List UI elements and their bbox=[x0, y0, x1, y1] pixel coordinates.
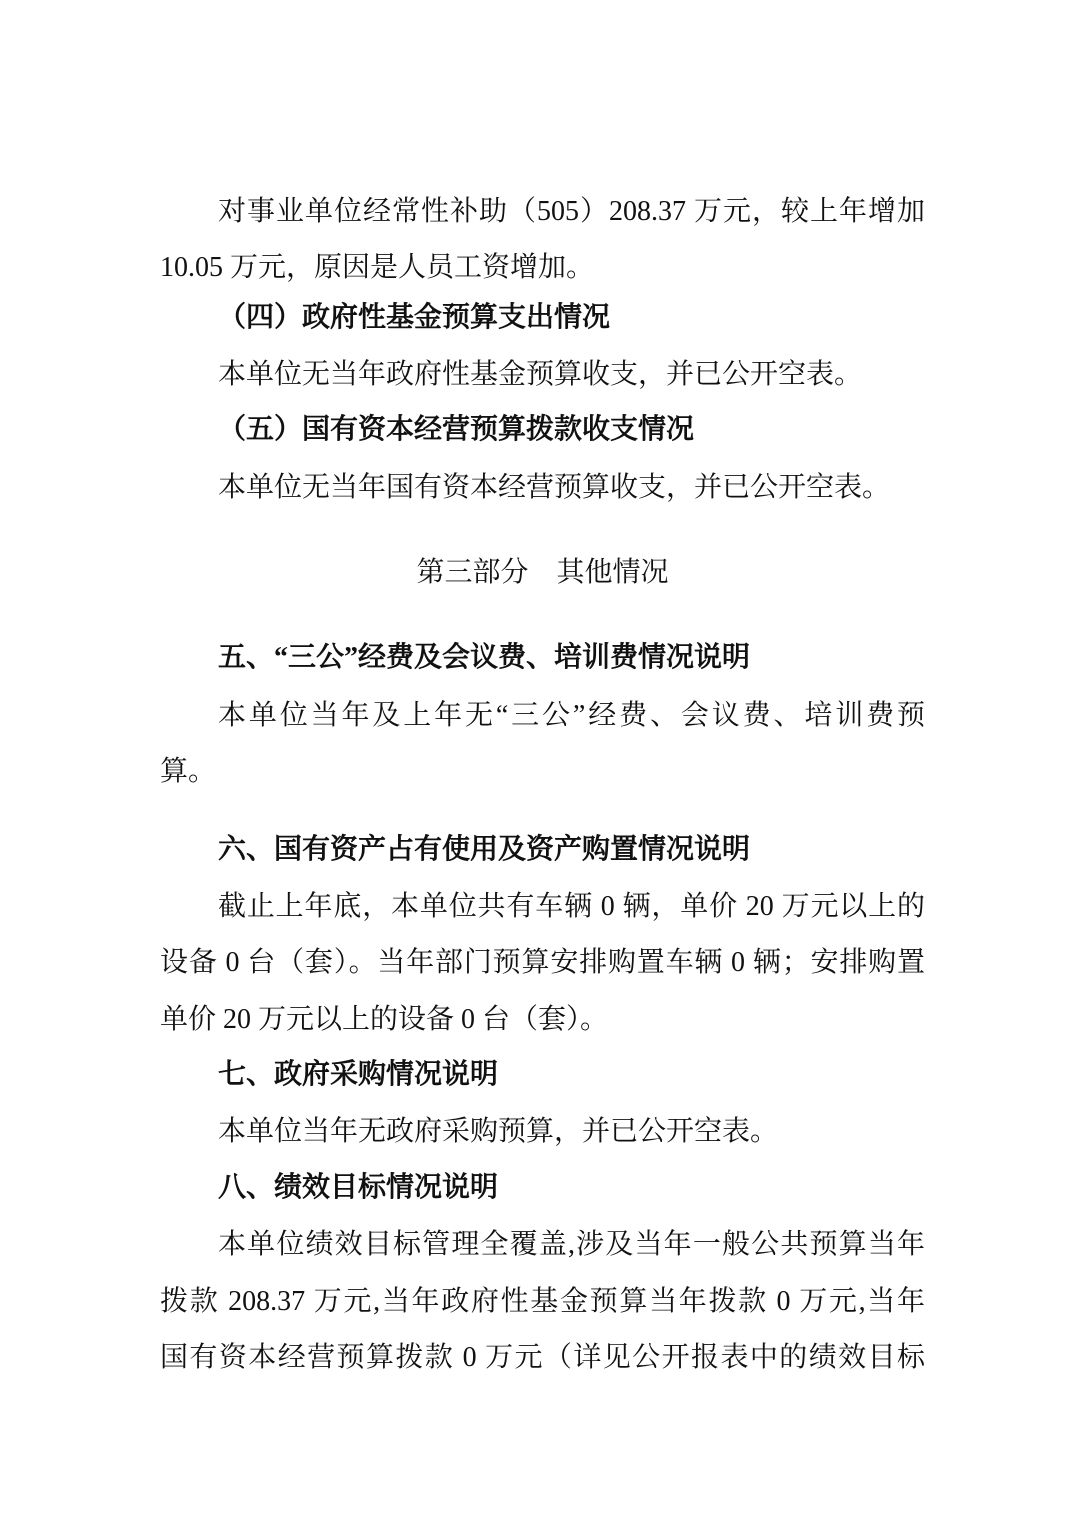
paragraph-line: 本单位当年无政府采购预算，并已公开空表。 bbox=[218, 1116, 779, 1147]
paragraph-line: 截止上年底，本单位共有车辆 0 辆，单价 20 万元以上的 bbox=[218, 891, 925, 922]
paragraph-line: 本单位无当年政府性基金预算收支，并已公开空表。 bbox=[218, 359, 863, 390]
section-heading: 五、“三公”经费及会议费、培训费情况说明 bbox=[218, 642, 751, 673]
paragraph-line: 本单位无当年国有资本经营预算收支，并已公开空表。 bbox=[218, 472, 891, 503]
paragraph-line: 单价 20 万元以上的设备 0 台（套）。 bbox=[160, 1004, 609, 1035]
section-heading: 八、绩效目标情况说明 bbox=[218, 1172, 499, 1203]
subsection-heading: （五）国有资本经营预算拨款收支情况 bbox=[218, 414, 695, 445]
paragraph-line: 对事业单位经常性补助（505）208.37 万元，较上年增加 bbox=[218, 196, 925, 227]
paragraph-line: 国有资本经营预算拨款 0 万元（详见公开报表中的绩效目标 bbox=[160, 1342, 925, 1373]
paragraph-line: 本单位当年及上年无“三公”经费、会议费、培训费预 bbox=[218, 700, 925, 731]
part-title: 第三部分 其他情况 bbox=[416, 555, 669, 588]
paragraph-line: 本单位绩效目标管理全覆盖,涉及当年一般公共预算当年 bbox=[218, 1229, 925, 1260]
paragraph-line: 10.05 万元，原因是人员工资增加。 bbox=[160, 252, 595, 283]
paragraph-line: 设备 0 台（套）。当年部门预算安排购置车辆 0 辆；安排购置 bbox=[160, 947, 925, 978]
section-heading: 六、国有资产占有使用及资产购置情况说明 bbox=[218, 834, 751, 865]
subsection-heading: （四）政府性基金预算支出情况 bbox=[218, 302, 611, 333]
section-heading: 七、政府采购情况说明 bbox=[218, 1059, 499, 1090]
paragraph-line: 算。 bbox=[160, 756, 217, 787]
paragraph-line: 拨款 208.37 万元,当年政府性基金预算当年拨款 0 万元,当年 bbox=[160, 1286, 925, 1317]
